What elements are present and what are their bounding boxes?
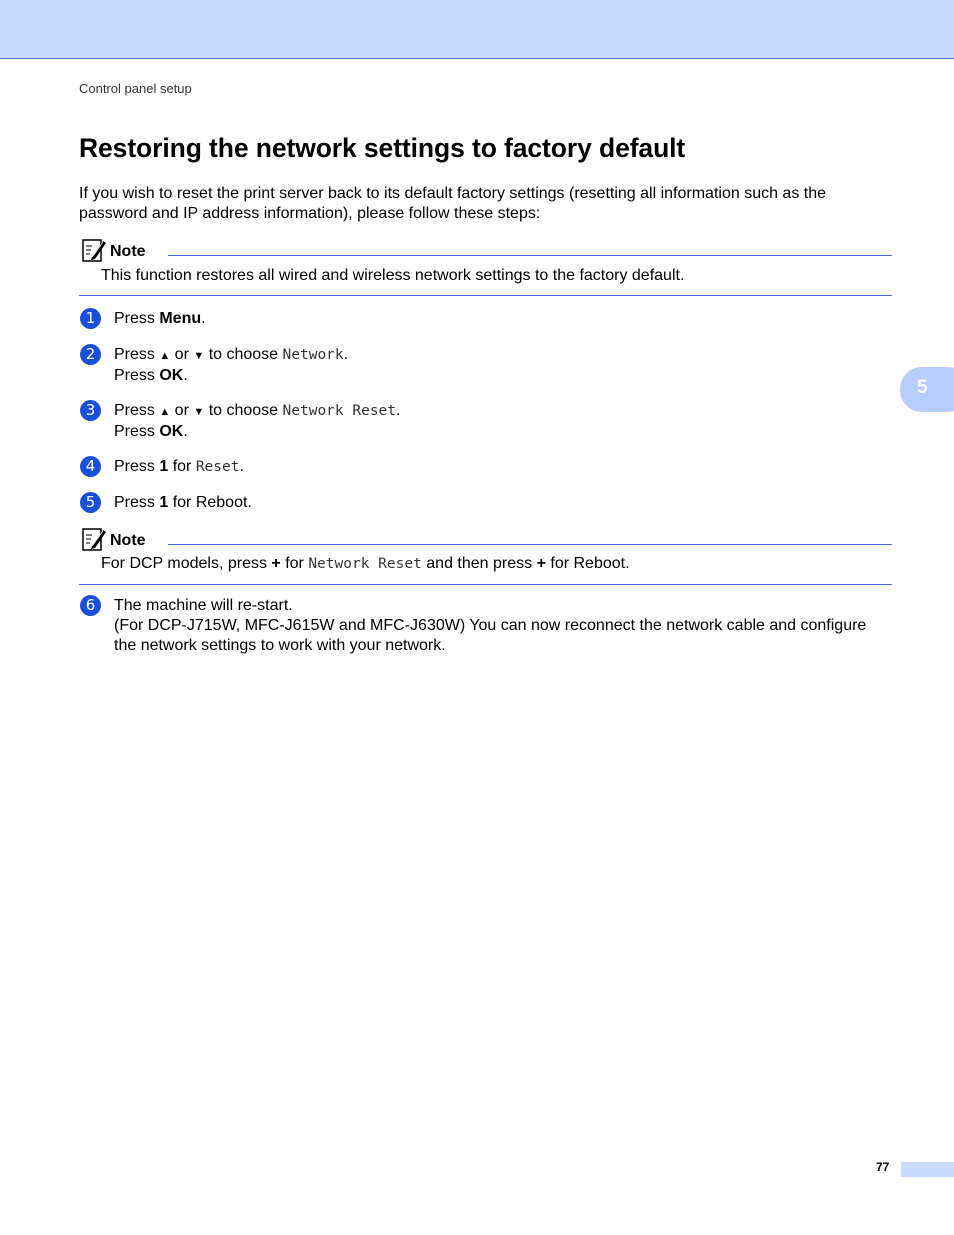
punct: . <box>396 402 401 419</box>
header-band <box>0 0 954 59</box>
note-label: Note <box>110 532 146 549</box>
menu-item-name: Reset <box>195 459 240 475</box>
step-text <box>114 345 874 386</box>
down-arrow-icon: ▼ <box>193 350 205 362</box>
note-text: This function restores all wired and wireless network settings to the factory default. <box>101 267 685 284</box>
page-number: 77 <box>876 1160 890 1174</box>
note-divider <box>168 255 892 256</box>
step-verb: Press <box>114 458 160 475</box>
punct: . <box>183 367 188 384</box>
key-name: OK <box>159 367 184 384</box>
note-phrase: for <box>280 555 309 572</box>
up-arrow-icon: ▲ <box>159 406 171 418</box>
step-line: The machine will re-start. <box>114 597 293 614</box>
step-number: 5 <box>80 492 101 513</box>
note-label: Note <box>110 243 146 260</box>
intro-paragraph: If you wish to reset the print server back to its default factory settings (resetting all information such as the password and IP address information), please follow these steps: <box>79 185 827 222</box>
note-header <box>79 526 892 552</box>
step-number: 4 <box>80 456 101 477</box>
key-name: OK <box>159 423 184 440</box>
step-number: 1 <box>80 308 101 329</box>
conj: or <box>170 402 194 419</box>
step-verb: Press <box>114 402 160 419</box>
step-verb: Press <box>114 310 160 327</box>
step-text <box>114 596 874 656</box>
note-phrase: and then press <box>421 555 537 572</box>
step-phrase: to choose <box>204 402 283 419</box>
step-text <box>114 457 874 477</box>
step-text <box>114 493 874 513</box>
note-pencil-icon <box>81 526 107 552</box>
down-arrow-icon: ▼ <box>193 406 205 418</box>
step-text <box>114 401 874 442</box>
menu-item-name: Network Reset <box>282 403 397 419</box>
step-number: 6 <box>80 595 101 616</box>
note-pencil-icon <box>81 237 107 263</box>
note-phrase: for Reboot. <box>545 555 630 572</box>
note-box <box>79 526 892 586</box>
punct: . <box>183 423 188 440</box>
conj: or <box>170 346 194 363</box>
menu-item-name: Network Reset <box>308 556 422 572</box>
key-name: + <box>271 555 281 572</box>
key-name: 1 <box>159 458 169 475</box>
note-divider <box>168 544 892 545</box>
footer-bar <box>901 1162 954 1177</box>
punct: . <box>201 310 206 327</box>
step-phrase: to choose <box>204 346 283 363</box>
step-line: (For DCP-J715W, MFC-J615W and MFC-J630W) You can now reconnect the network cable and configure the network settings to work with your network. <box>114 617 867 654</box>
note-box <box>79 237 892 297</box>
step-verb: Press <box>114 346 160 363</box>
step-number: 2 <box>80 344 101 365</box>
note-phrase: For DCP models, press <box>101 555 272 572</box>
step-verb: Press <box>114 494 160 511</box>
menu-item-name: Network <box>282 347 344 363</box>
step-phrase: for Reboot. <box>168 494 252 511</box>
step-phrase: for <box>168 458 196 475</box>
step-verb: Press <box>114 367 160 384</box>
page-title: Restoring the network settings to factory default <box>79 133 686 163</box>
breadcrumb: Control panel setup <box>79 81 192 96</box>
note-bottom-rule <box>79 584 892 585</box>
note-header <box>79 237 892 263</box>
key-name: + <box>536 555 546 572</box>
punct: . <box>343 346 349 363</box>
key-name: Menu <box>159 310 202 327</box>
punct: . <box>239 458 244 475</box>
chapter-number: 5 <box>917 377 928 398</box>
step-text <box>114 309 874 329</box>
note-text <box>101 554 630 574</box>
chapter-tab <box>900 367 954 412</box>
note-bottom-rule <box>79 295 892 296</box>
step-verb: Press <box>114 423 160 440</box>
key-name: 1 <box>159 494 169 511</box>
step-number: 3 <box>80 400 101 421</box>
up-arrow-icon: ▲ <box>159 350 171 362</box>
